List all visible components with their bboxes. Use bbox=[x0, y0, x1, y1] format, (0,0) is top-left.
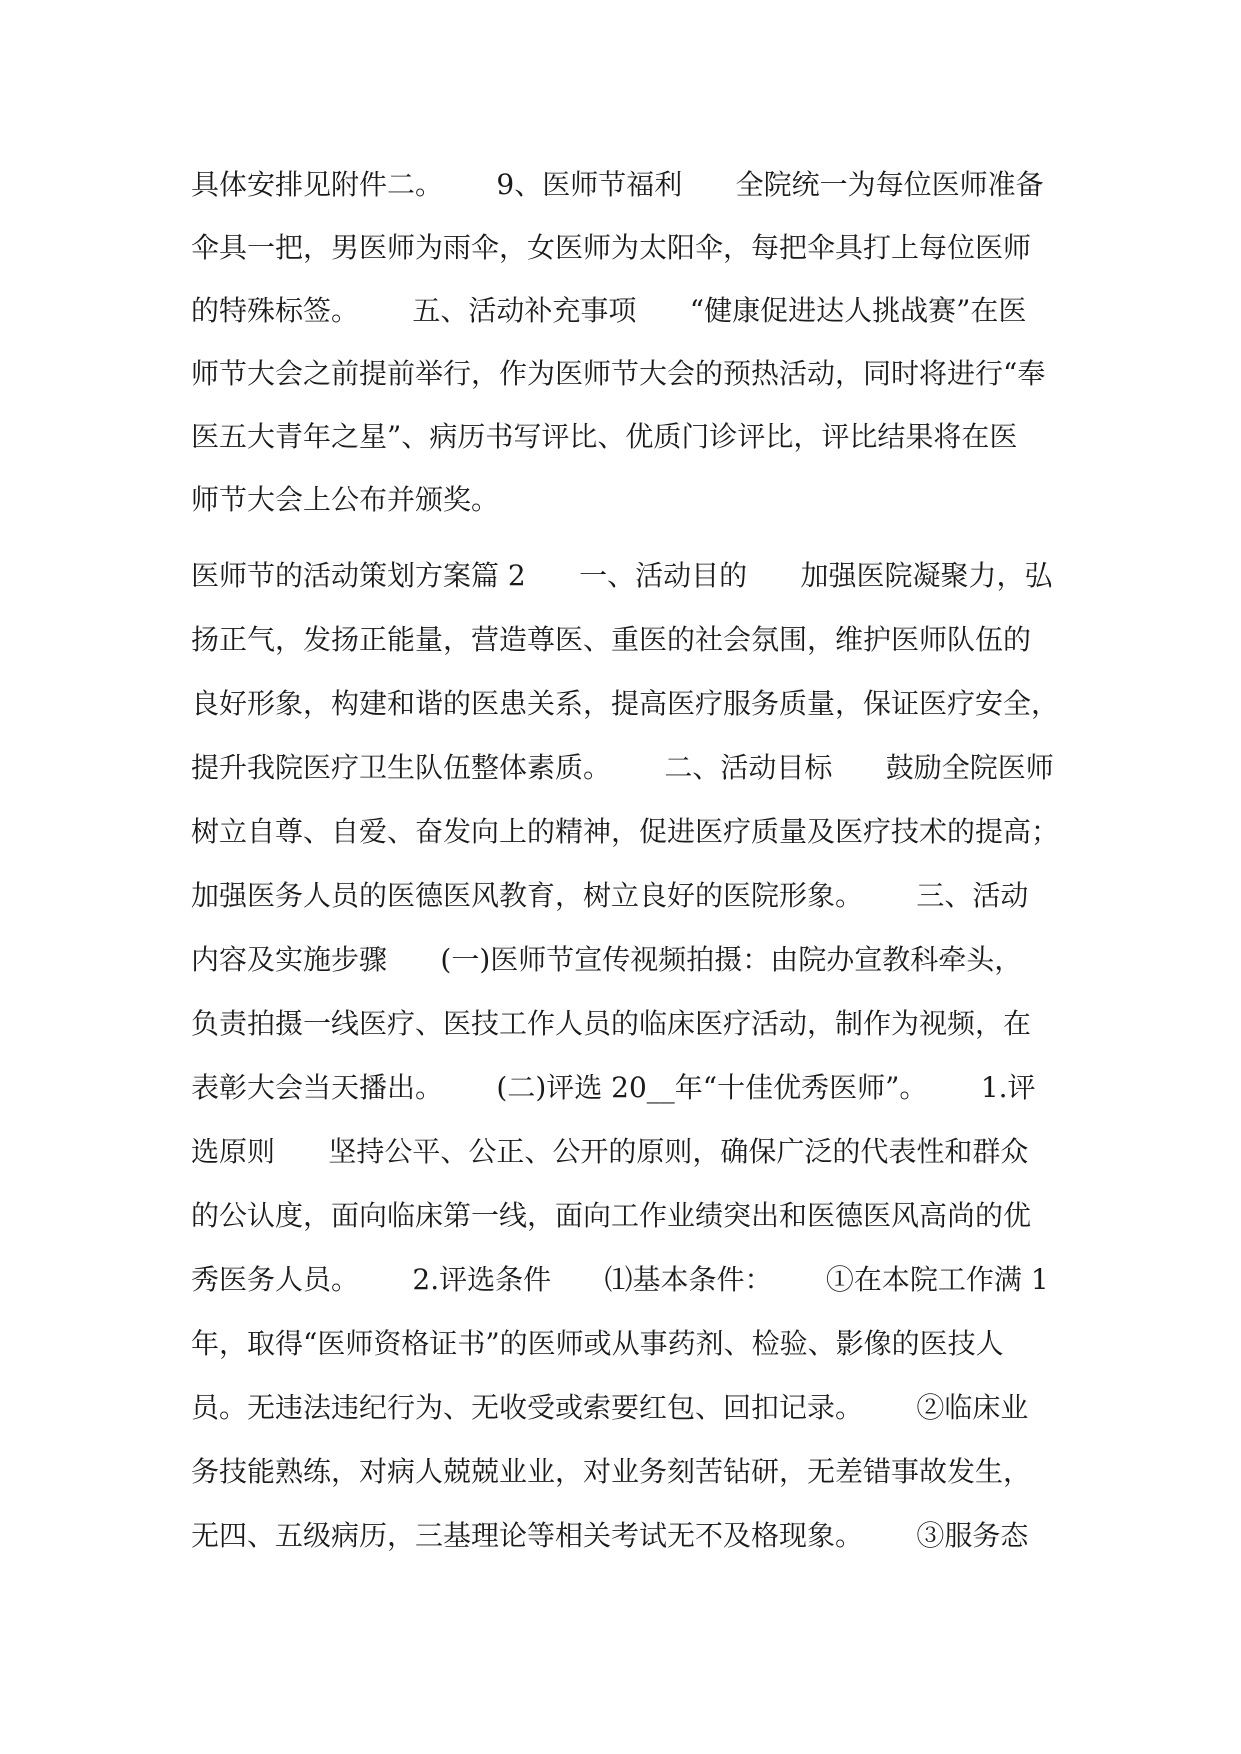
text-line: 树立自尊、自爱、奋发向上的精神，促进医疗质量及医疗技术的提高； bbox=[191, 815, 1060, 848]
text-line: 内容及实施步骤 (一)医师节宣传视频拍摄：由院办宣教科牵头， bbox=[191, 943, 1023, 976]
text-line: 秀医务人员。 2.评选条件 ⑴基本条件： ①在本院工作满 1 bbox=[191, 1263, 1049, 1296]
text-line: 负责拍摄一线医疗、医技工作人员的临床医疗活动，制作为视频，在 bbox=[191, 1007, 1032, 1040]
text-line: 扬正气，发扬正能量，营造尊医、重医的社会氛围，维护医师队伍的 bbox=[191, 623, 1032, 656]
text-line: 加强医务人员的医德医风教育，树立良好的医院形象。 三、活动 bbox=[191, 879, 1029, 912]
text-line: 具体安排见附件二。 9、医师节福利 全院统一为每位医师准备 bbox=[191, 168, 1044, 201]
text-line: 医五大青年之星”、病历书写评比、优质门诊评比，评比结果将在医 bbox=[191, 420, 1018, 453]
text-line: 的公认度，面向临床第一线，面向工作业绩突出和医德医风高尚的优 bbox=[191, 1199, 1032, 1232]
text-line: 良好形象，构建和谐的医患关系，提高医疗服务质量，保证医疗安全， bbox=[191, 687, 1060, 720]
text-line: 提升我院医疗卫生队伍整体素质。 二、活动目标 鼓励全院医师 bbox=[191, 751, 1054, 784]
text-line: 年，取得“医师资格证书”的医师或从事药剂、检验、影像的医技人 bbox=[191, 1327, 1004, 1360]
text-line: 师节大会之前提前举行，作为医师节大会的预热活动，同时将进行“奉 bbox=[191, 357, 1046, 390]
text-line: 的特殊标签。 五、活动补充事项 “健康促进达人挑战赛”在医 bbox=[191, 294, 1027, 327]
text-line: 师节大会上公布并颁奖。 bbox=[191, 483, 500, 516]
text-line: 伞具一把，男医师为雨伞，女医师为太阳伞，每把伞具打上每位医师 bbox=[191, 231, 1032, 264]
text-line: 表彰大会当天播出。 (二)评选 20__年“十佳优秀医师”。 1.评 bbox=[191, 1071, 1036, 1104]
text-line: 员。无违法违纪行为、无收受或索要红包、回扣记录。 ②临床业 bbox=[191, 1391, 1029, 1424]
text-line: 无四、五级病历，三基理论等相关考试无不及格现象。 ③服务态 bbox=[191, 1519, 1029, 1552]
section-heading-line: 医师节的活动策划方案篇 2 一、活动目的 加强医院凝聚力，弘 bbox=[191, 559, 1053, 592]
text-line: 务技能熟练，对病人兢兢业业，对业务刻苦钻研，无差错事故发生， bbox=[191, 1455, 1032, 1488]
text-line: 选原则 坚持公平、公正、公开的原则，确保广泛的代表性和群众 bbox=[191, 1135, 1029, 1168]
